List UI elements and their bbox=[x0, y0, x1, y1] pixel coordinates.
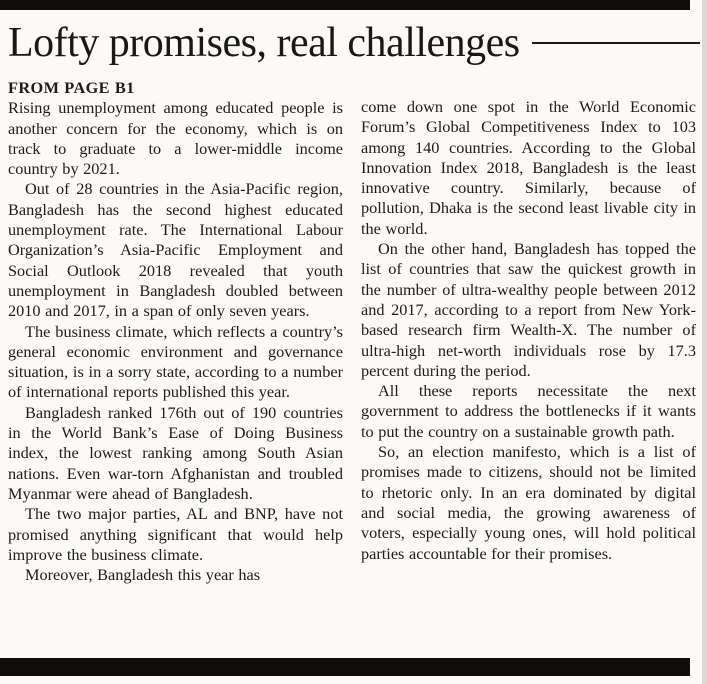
article-paragraph: On the other hand, Bangladesh has topped the list of countries that saw the quickest growth in the number of ultra-wealthy people between 2012 and 2017, according to a report from New York-based research firm Wealth-X. The number of ultra-high net-worth individuals rose by 17.3 percent during the period. bbox=[361, 239, 696, 380]
article-column-left bbox=[8, 78, 343, 654]
article-paragraph: The two major parties, AL and BNP, have not promised anything significant that would help improve the business climate. bbox=[8, 504, 343, 564]
headline-row bbox=[8, 20, 700, 66]
article-paragraph: Bangladesh ranked 176th out of 190 countries in the World Bank’s Ease of Doing Business index, the lowest ranking among South Asian nations. Even war-torn Afghanistan and troubled Myanmar were ahead of Bangladesh. bbox=[8, 402, 343, 503]
article-paragraph: All these reports necessitate the next government to address the bottlenecks if it wants to put the country on a sustainable growth path. bbox=[361, 381, 696, 441]
page-edge-shadow bbox=[702, 0, 707, 684]
article-column-right bbox=[361, 78, 696, 654]
top-rule bbox=[0, 0, 690, 10]
article-paragraph: Out of 28 countries in the Asia-Pacific region, Bangladesh has the second highest educated unemployment rate. The International Labour Organization’s Asia-Pacific Employment and Social Outlook 2018 revealed that youth unemployment in Bangladesh doubled between 2010 and 2017, in a span of only seven years. bbox=[8, 179, 343, 321]
article-body bbox=[8, 78, 696, 654]
article-paragraph: Moreover, Bangladesh this year has bbox=[25, 565, 261, 585]
article-paragraph: The business climate, which reflects a country’s general economic environment and governance situation, is in a sorry state, according to a number of international reports published this year. bbox=[8, 321, 343, 402]
bottom-rule bbox=[0, 658, 690, 676]
article-paragraph: Rising unemployment among educated people is another concern for the economy, which is on track to graduate to a lower-middle income country by 2021. bbox=[8, 98, 343, 179]
headline-rule bbox=[532, 42, 700, 44]
headline: Lofty promises, real challenges bbox=[8, 20, 520, 66]
article-paragraph: come down one spot in the World Economic Forum’s Global Competitiveness Index to 103 among 140 countries. According to the Global Innovation Index 2018, Bangladesh is the least innovative country. Similarly, because of pollution, Dhaka is the second least livable city in the world. bbox=[361, 97, 696, 238]
continuation-label: FROM PAGE B1 bbox=[8, 78, 135, 97]
article-paragraph: So, an election manifesto, which is a list of promises made to citizens, should not be limited to rhetoric only. In an era dominated by digital and social media, the growing awareness of voters, especially young ones, will hold political parties accountable for their promises. bbox=[361, 442, 696, 563]
